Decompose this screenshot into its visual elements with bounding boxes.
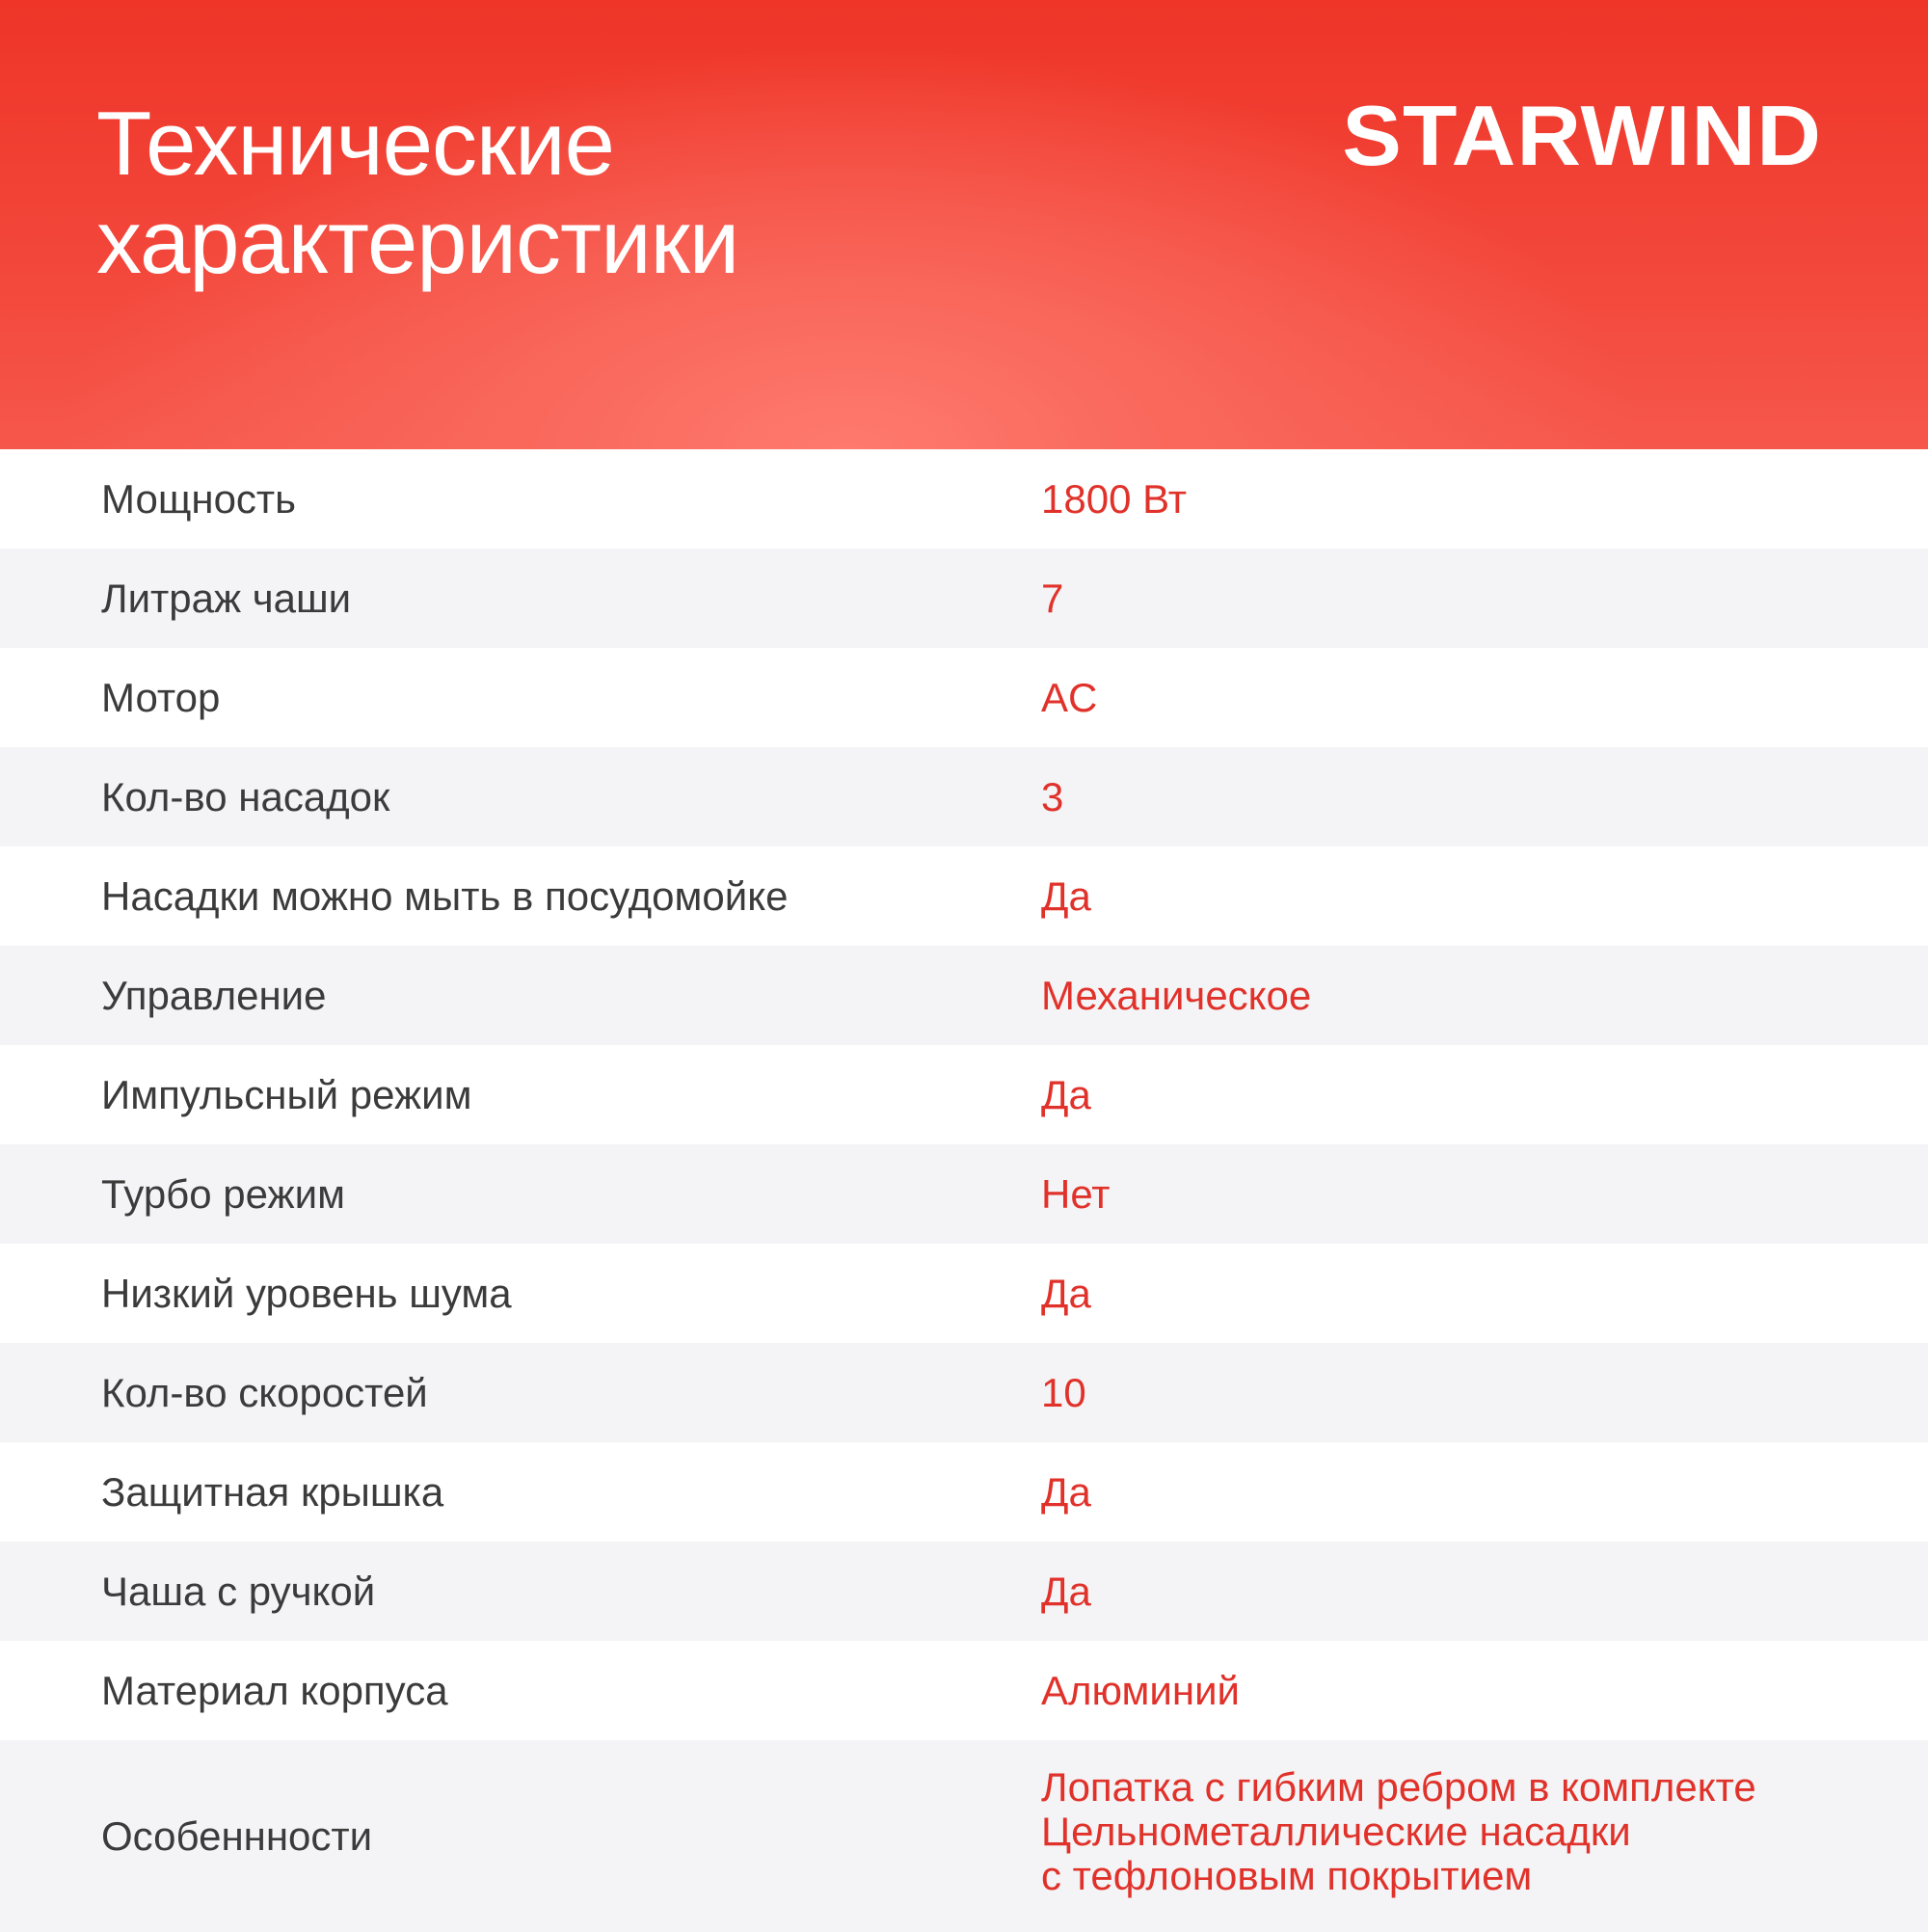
- header-banner: [0, 0, 1928, 449]
- title-line-1: Технические: [96, 93, 614, 194]
- spec-value: 10: [1041, 1369, 1086, 1415]
- spec-row: [0, 1045, 1928, 1144]
- spec-value: Механическое: [1041, 972, 1312, 1018]
- spec-row: [0, 449, 1928, 549]
- spec-value: AC: [1041, 674, 1098, 720]
- spec-row: [0, 648, 1928, 747]
- spec-label: Мотор: [101, 674, 221, 720]
- specs-table: [0, 449, 1928, 1928]
- spec-value: Да: [1041, 1468, 1091, 1515]
- spec-row: [0, 747, 1928, 846]
- spec-row: [0, 1542, 1928, 1641]
- spec-value-line: Лопатка с гибким ребром в комплекте: [1041, 1764, 1756, 1810]
- spec-row: [0, 549, 1928, 648]
- spec-label: Кол-во насадок: [101, 773, 390, 819]
- spec-row: [0, 1144, 1928, 1244]
- spec-label: Литраж чаши: [101, 575, 352, 621]
- title-line-2: характеристики: [96, 191, 739, 292]
- spec-row: [0, 1442, 1928, 1542]
- spec-label: Импульсный режим: [101, 1071, 472, 1117]
- spec-label: Турбо режим: [101, 1170, 345, 1217]
- spec-row: [0, 946, 1928, 1045]
- spec-row: [0, 1244, 1928, 1343]
- spec-value-line: Цельнометаллические насадки: [1041, 1809, 1631, 1854]
- spec-label: Защитная крышка: [101, 1468, 444, 1515]
- spec-row: [0, 846, 1928, 946]
- spec-value: Нет: [1041, 1170, 1111, 1217]
- spec-value: 7: [1041, 575, 1064, 621]
- spec-row: [0, 1641, 1928, 1740]
- spec-value: 1800 Вт: [1041, 475, 1187, 522]
- spec-label: Низкий уровень шума: [101, 1270, 512, 1316]
- spec-value-multiline: [1041, 1765, 1756, 1898]
- spec-label: Особеннности: [101, 1812, 373, 1859]
- spec-label: Мощность: [101, 475, 297, 522]
- spec-value: Да: [1041, 872, 1091, 919]
- page-title: [96, 94, 738, 291]
- spec-row: [0, 1343, 1928, 1442]
- spec-label: Кол-во скоростей: [101, 1369, 428, 1415]
- spec-value: Алюминий: [1041, 1667, 1241, 1713]
- spec-label: Чаша с ручкой: [101, 1568, 376, 1614]
- spec-value: 3: [1041, 773, 1064, 819]
- brand-logo: STARWIND: [1342, 88, 1822, 183]
- spec-value-line: с тефлоновым покрытием: [1041, 1853, 1533, 1898]
- spec-label: Насадки можно мыть в посудомойке: [101, 872, 789, 919]
- spec-value: Да: [1041, 1270, 1091, 1316]
- spec-label: Управление: [101, 972, 327, 1018]
- spec-label: Материал корпуса: [101, 1667, 448, 1713]
- spec-value: Да: [1041, 1071, 1091, 1117]
- spec-value: Да: [1041, 1568, 1091, 1614]
- spec-row: [0, 1740, 1928, 1932]
